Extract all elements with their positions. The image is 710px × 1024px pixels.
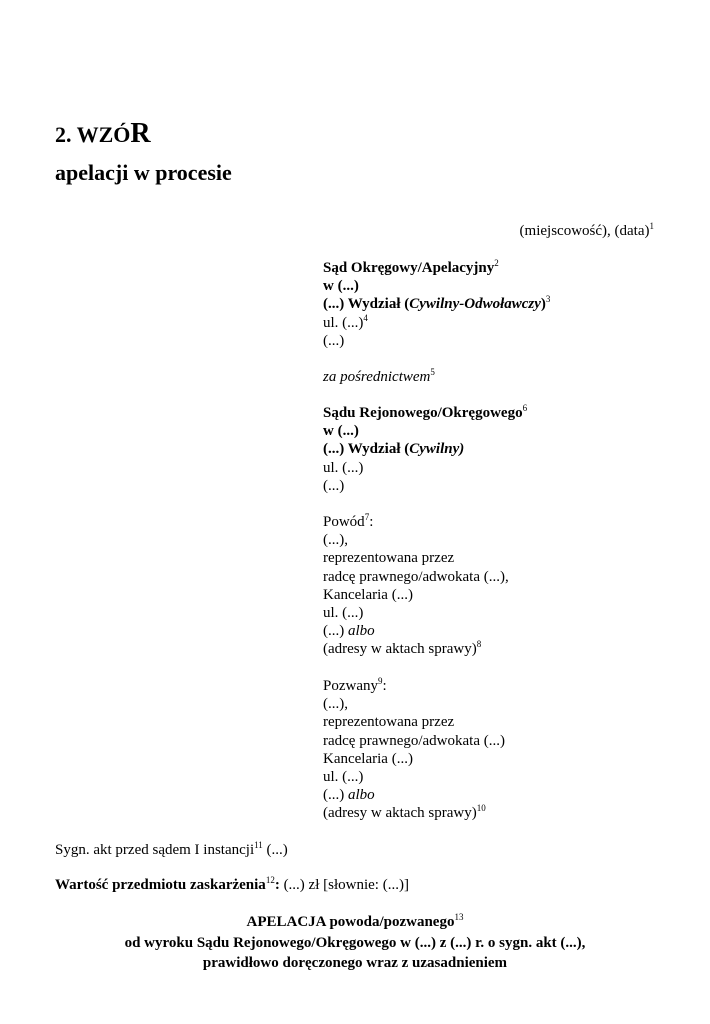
appeal-court-street: ul. (...)$^4$ <box>323 312 368 331</box>
appeal-court-postal: (...) <box>323 332 345 349</box>
via-text: za pośrednictwem$^5$ <box>323 367 435 385</box>
defendant-label: Pozwany$^9$: <box>323 676 387 694</box>
appeal-title-line1: APELACJA powoda/pozwanego$^{13}$ <box>246 912 464 930</box>
first-court-name: Sądu Rejonowego/Okręgowego$^6$ <box>323 403 528 421</box>
footnote-marker: 1 <box>649 221 654 231</box>
appeal-court-city: w (...) <box>323 278 359 295</box>
first-court-city: w (...) <box>323 423 359 440</box>
appeal-title <box>0 912 710 974</box>
appeal-court-address <box>323 259 550 350</box>
first-instance-court-address <box>323 404 527 495</box>
first-court-division: (...) Wydział (Cywilny) <box>323 441 465 458</box>
case-reference: Sygn. akt przed sądem I instancji$^{11}$ (...) <box>55 840 288 858</box>
appeal-court-division: (...) Wydział (Cywilny-Odwoławczy)$^3$ <box>323 294 551 313</box>
appeal-court-name: Sąd Okręgowy/Apelacyjny$^2$ <box>323 258 499 276</box>
plaintiff-block: Powód$^7$: (...), reprezentowana przez radcę prawnego/adwokata (...), Kancelaria (...) ul. (...) (...) albo (adresy w aktach sprawy)$^8$ <box>323 512 509 658</box>
appeal-title-line2: od wyroku Sądu Rejonowego/Okręgowego w (...) z (...) r. o sygn. akt (...), <box>124 934 586 951</box>
plaintiff-label: Powód$^7$: <box>323 512 374 530</box>
defendant-block: Pozwany$^9$: (...), reprezentowana przez radcę prawnego/adwokata (...) Kancelaria (...) ul. (...) (...) albo (adresy w aktach sprawy)$^{10}$ <box>323 676 505 822</box>
document-number-heading: 2. WZÓR <box>55 118 151 149</box>
claim-value: Wartość przedmiotu zaskarżenia$^{12}$: (...) zł [słownie: (...)] <box>55 875 409 893</box>
first-court-postal: (...) <box>323 477 345 494</box>
appeal-title-line3: prawidłowo doręczonego wraz z uzasadnieniem <box>202 955 508 971</box>
place-and-date: (miejscowość), (data)$^1$ <box>519 221 654 239</box>
first-court-street: ul. (...) <box>323 459 364 476</box>
document-subtitle: apelacji w procesie <box>55 160 232 185</box>
